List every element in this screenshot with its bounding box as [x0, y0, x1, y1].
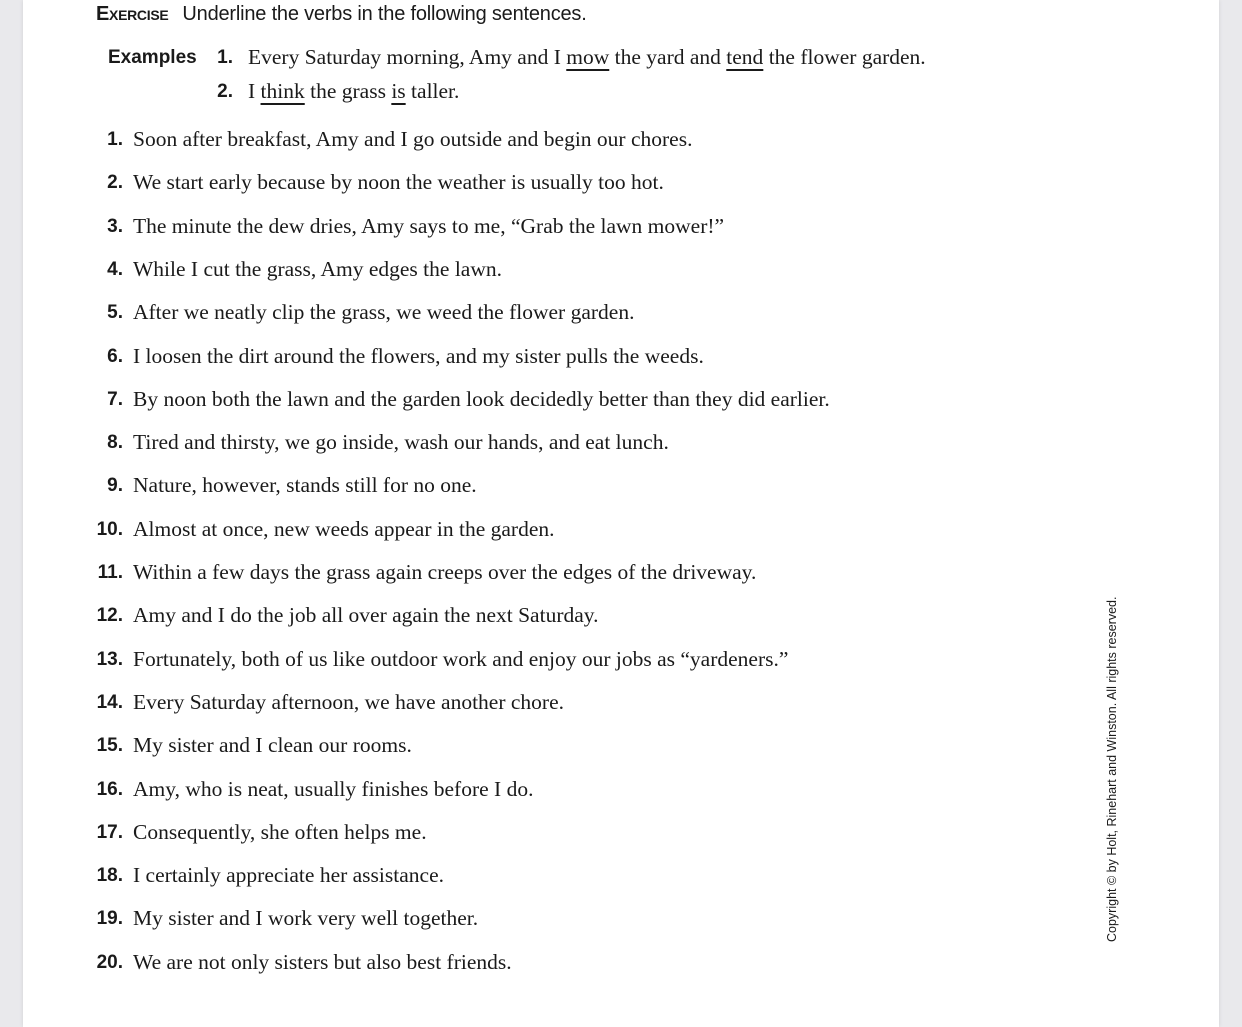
item-number: 18. [96, 865, 123, 886]
underlined-verb: mow [566, 45, 610, 69]
sentence-fragment: the yard and [609, 45, 727, 69]
item-number: 8. [107, 432, 123, 453]
item-number: 12. [96, 605, 123, 626]
item-sentence: Amy, who is neat, usually finishes before I do. [133, 777, 534, 801]
item-number: 15. [96, 735, 123, 756]
item-sentence: We start early because by noon the weather is usually too hot. [133, 170, 664, 194]
sentence-fragment: the flower garden. [763, 45, 926, 69]
item-number: 16. [96, 779, 123, 800]
example-sentence [248, 79, 459, 104]
item-number: 9. [107, 475, 123, 496]
item-sentence: We are not only sisters but also best friends. [133, 950, 512, 974]
item-number: 5. [107, 302, 123, 323]
sentence-fragment: taller. [405, 79, 460, 103]
item-sentence: Soon after breakfast, Amy and I go outside and begin our chores. [133, 127, 693, 151]
item-number: 10. [96, 519, 123, 540]
item-sentence: My sister and I work very well together. [133, 906, 479, 930]
item-sentence: My sister and I clean our rooms. [133, 733, 412, 757]
item-number: 4. [107, 259, 123, 280]
item-sentence: Every Saturday afternoon, we have another chore. [133, 690, 565, 714]
item-number: 1. [107, 129, 123, 150]
item-number: 11. [97, 562, 123, 583]
item-sentence: After we neatly clip the grass, we weed the flower garden. [133, 300, 635, 324]
item-sentence: Within a few days the grass again creeps over the edges of the driveway. [133, 560, 757, 584]
item-sentence: The minute the dew dries, Amy says to me, “Grab the lawn mower!” [133, 214, 725, 238]
item-number: 13. [96, 649, 123, 670]
example-sentence [248, 45, 926, 70]
exercise-instruction: Underline the verbs in the following sentences. [182, 3, 587, 25]
underlined-verb: tend [726, 45, 764, 69]
sentence-fragment: Every Saturday morning, Amy and I [248, 45, 567, 69]
examples-label: Examples [108, 47, 197, 68]
item-number: 7. [107, 389, 123, 410]
item-sentence: Nature, however, stands still for no one. [133, 473, 477, 497]
worksheet-page [23, 0, 1219, 1027]
underlined-verb: think [260, 79, 305, 103]
example-number: 1. [217, 47, 233, 68]
sentence-fragment: I [248, 79, 261, 103]
item-sentence: While I cut the grass, Amy edges the lawn. [133, 257, 502, 281]
item-sentence: Almost at once, new weeds appear in the garden. [133, 517, 555, 541]
example-number: 2. [217, 81, 233, 102]
exercise-heading [96, 3, 587, 26]
item-number: 14. [96, 692, 123, 713]
underlined-verb: is [391, 79, 406, 103]
exercise-label: Exercise [96, 3, 169, 25]
item-number: 2. [107, 172, 123, 193]
item-number: 19. [96, 908, 123, 929]
item-number: 20. [96, 952, 123, 973]
item-sentence: Amy and I do the job all over again the next Saturday. [133, 603, 599, 627]
item-sentence: By noon both the lawn and the garden look decidedly better than they did earlier. [133, 387, 830, 411]
item-sentence: Fortunately, both of us like outdoor work and enjoy our jobs as “yardeners.” [133, 647, 789, 671]
sentence-fragment: the grass [304, 79, 392, 103]
copyright-notice: Copyright © by Holt, Rinehart and Winston. All rights reserved. [1105, 596, 1119, 942]
item-sentence: I certainly appreciate her assistance. [133, 863, 444, 887]
item-sentence: Tired and thirsty, we go inside, wash our hands, and eat lunch. [133, 430, 669, 454]
item-number: 6. [107, 346, 123, 367]
item-sentence: Consequently, she often helps me. [133, 820, 427, 844]
item-sentence: I loosen the dirt around the flowers, and my sister pulls the weeds. [133, 344, 704, 368]
item-number: 3. [107, 216, 123, 237]
item-number: 17. [96, 822, 123, 843]
